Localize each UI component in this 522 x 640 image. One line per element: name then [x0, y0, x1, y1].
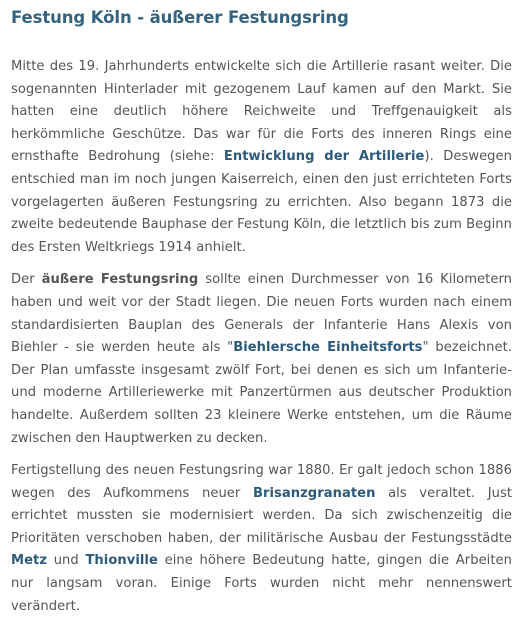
paragraph-3-text-a: Fertigstellung des neuen Festungsring war 1880. Er galt jedoch schon 1886 wegen des Aufkommens neuer: [11, 463, 512, 501]
paragraph-3-text-b: als veraltet. Just errichtet mussten sie modernisiert werden. Da sich zwischenzeitig die Prioritäten verschoben haben, der militärische Ausbau der Festungsstädte: [11, 485, 513, 546]
link-brisanzgranaten[interactable]: Brisanzgranaten: [252, 485, 376, 501]
link-thionville[interactable]: Thionville: [85, 553, 158, 569]
paragraph-2: [11, 269, 512, 450]
paragraph-1-text-b: ). Deswegen entschied man im noch jungen Kaiserreich, einen den just errichteten Forts vorgelagerten äußeren Festungsring zu errichten. Also begann 1873 die zweite bedeutende Bauphase der Festung Köln, die letztlich bis zum Beginn des Ersten Weltkriegs 1914 anhielt.: [11, 149, 512, 255]
paragraph-2-text-c: " bezeichnet. Der Plan umfasste insgesamt zwölf Fort, bei denen es sich um Infanterie- und moderne Artilleriewerke mit Panzertürmen aus deutscher Produktion handelte. Außerdem sollten 23 kleinere Werke entstehen, um die Räume zwischen den Hauptwerken zu decken.: [11, 340, 512, 446]
term-aeusserer-festungsring: äußere Festungsring: [41, 272, 199, 288]
paragraph-2-text-b: sollte einen Durchmesser von 16 Kilometern haben und weit vor der Stadt liegen. Die neuen Forts wurden nach einem standardisierten Bauplan des Generals der Infanterie Hans Alexis von Biehler - sie werden heute als ": [11, 272, 512, 356]
paragraph-1-text-a: Mitte des 19. Jahrhunderts entwickelte sich die Artillerie rasant weiter. Die sogenannten Hinterlader mit gezogenem Lauf kamen auf den Markt. Sie hatten eine deutlich höhere Reichweite und Treffgenauigkeit als herkömmliche Geschütze. Das war für die Forts des inneren Rings eine ernsthafte Bedrohung (siehe:: [11, 59, 512, 165]
paragraph-3-text-c: und: [47, 553, 86, 569]
link-biehlersche-einheitsforts[interactable]: Biehlersche Einheitsforts: [233, 340, 423, 356]
paragraph-3: [11, 460, 512, 618]
paragraph-1: [11, 56, 512, 259]
link-metz[interactable]: Metz: [11, 553, 47, 569]
paragraph-3-text-d: eine höhere Bedeutung hatte, gingen die Arbeiten nur langsam voran. Einige Forts wurden nicht mehr nennenswert verändert.: [11, 553, 513, 614]
page-title: Festung Köln - äußerer Festungsring: [11, 8, 349, 27]
link-entwicklung-der-artillerie[interactable]: Entwicklung der Artillerie: [223, 149, 425, 165]
paragraph-2-text-a: Der: [11, 272, 42, 288]
